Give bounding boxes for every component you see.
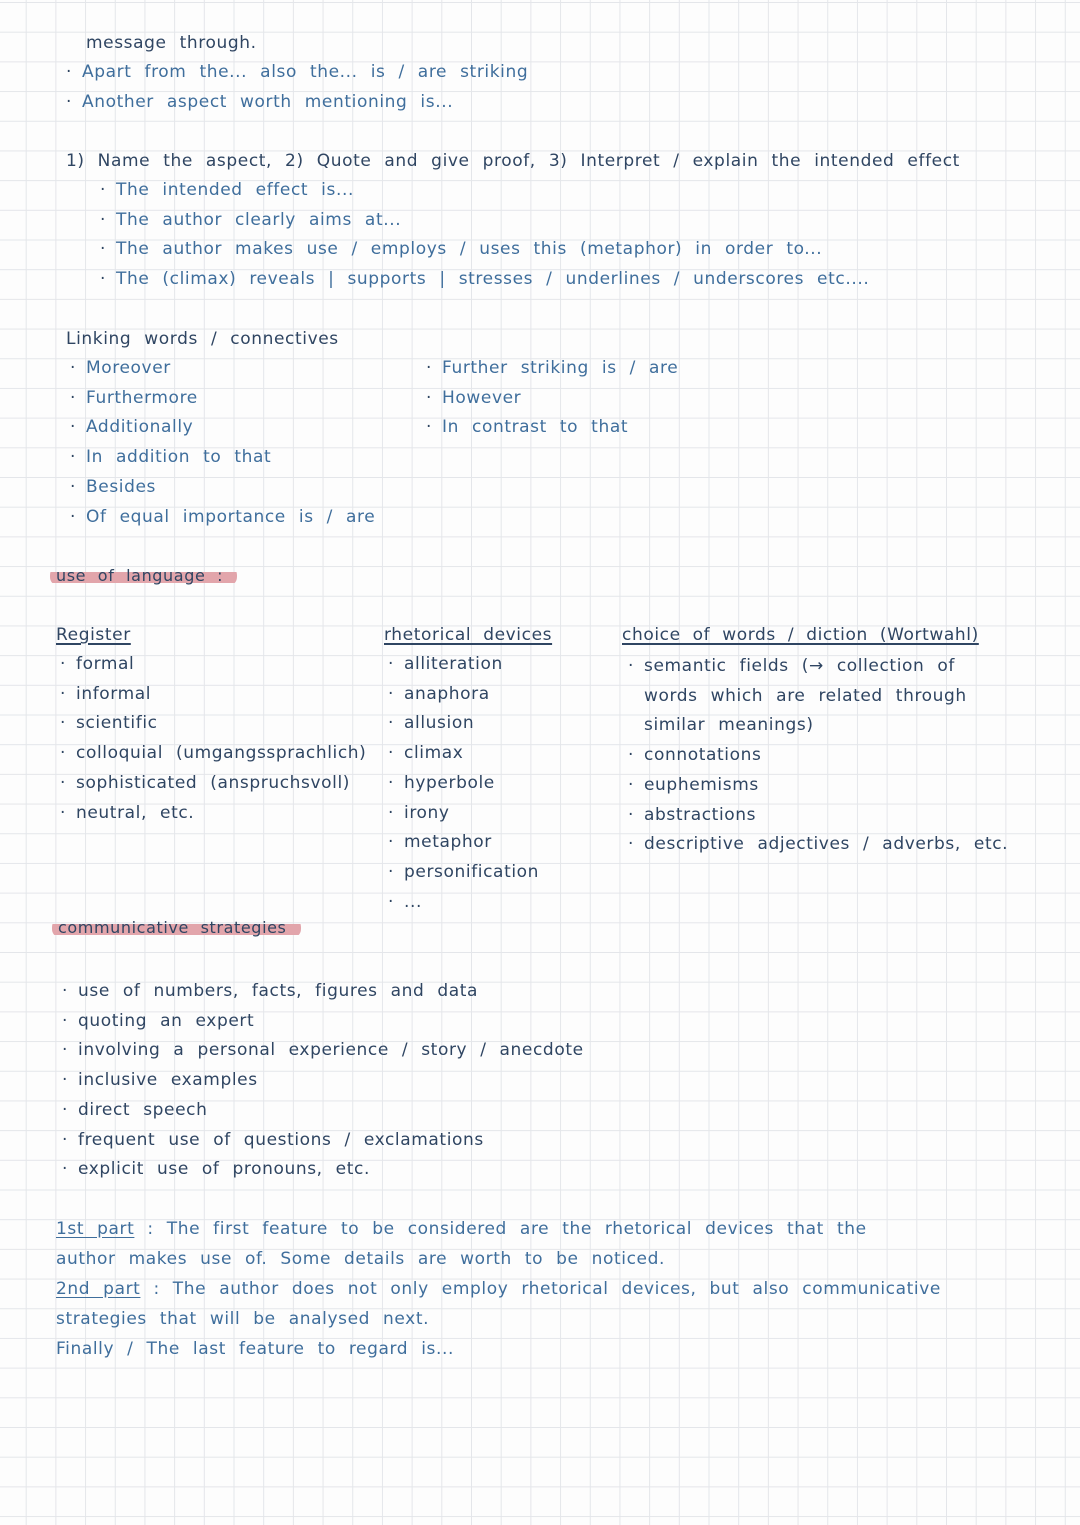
- list-item: · personification: [388, 858, 539, 888]
- choice-line: · semantic fields (→ collection of: [644, 656, 955, 676]
- list-item: · quoting an expert: [62, 1007, 584, 1037]
- choice-of-words-title: choice of words / diction (Wortwahl): [622, 625, 979, 645]
- intro-line: message through.: [86, 33, 257, 53]
- list-item: · metaphor: [388, 828, 539, 858]
- choice-of-words-list: [628, 652, 1008, 860]
- list-item: · The author makes use / employs / uses this (metaphor) in order to...: [100, 235, 869, 265]
- list-item: · sophisticated (anspruchsvoll): [60, 769, 366, 799]
- communicative-strategies-list: [62, 977, 584, 1185]
- linking-list-left: [70, 354, 375, 532]
- list-item: · In addition to that: [70, 443, 375, 473]
- part1-line1: [56, 1218, 867, 1240]
- list-item: · frequent use of questions / exclamations: [62, 1126, 584, 1156]
- steps-header: 1) Name the aspect, 2) Quote and give proof, 3) Interpret / explain the intended effect: [66, 151, 960, 171]
- list-item: · climax: [388, 739, 539, 769]
- list-item: · hyperbole: [388, 769, 539, 799]
- list-item: · However: [426, 384, 678, 414]
- list-item: · Of equal importance is / are: [70, 503, 375, 533]
- register-title: Register: [56, 625, 131, 645]
- list-item: · Apart from the... also the... is / are striking: [66, 58, 528, 88]
- list-item: · Additionally: [70, 413, 375, 443]
- list-item: · The (climax) reveals | supports | stresses / underlines / underscores etc....: [100, 265, 869, 295]
- part2-line2: strategies that will be analysed next.: [56, 1309, 430, 1329]
- choice-line: words which are related through: [644, 685, 967, 706]
- list-item: · Besides: [70, 473, 375, 503]
- linking-list-right: [426, 354, 678, 443]
- list-item: · Further striking is / are: [426, 354, 678, 384]
- list-item: · euphemisms: [628, 771, 1008, 801]
- steps-list: [100, 176, 869, 295]
- list-item: [628, 652, 1008, 741]
- list-item: · ...: [388, 888, 539, 918]
- list-item: · colloquial (umgangssprachlich): [60, 739, 366, 769]
- use-of-language-heading: use of language :: [50, 566, 237, 586]
- list-item: · The author clearly aims at...: [100, 206, 869, 236]
- list-item: · informal: [60, 680, 366, 710]
- list-item: · involving a personal experience / story / anecdote: [62, 1036, 584, 1066]
- list-item: · irony: [388, 799, 539, 829]
- part2-text: : The author does not only employ rhetorical devices, but also communicative: [153, 1279, 941, 1299]
- linking-title: Linking words / connectives: [66, 329, 339, 349]
- rhetorical-devices-list: [388, 650, 539, 917]
- list-item: · connotations: [628, 741, 1008, 771]
- part1-text: : The first feature to be considered are the rhetorical devices that the: [147, 1219, 867, 1239]
- list-item: · alliteration: [388, 650, 539, 680]
- register-list: [60, 650, 366, 828]
- list-item: · direct speech: [62, 1096, 584, 1126]
- list-item: · Another aspect worth mentioning is...: [66, 88, 528, 118]
- intro-list: [66, 58, 528, 117]
- part2-label: 2nd part: [56, 1279, 141, 1299]
- rhetorical-devices-title: rhetorical devices: [384, 625, 553, 645]
- list-item: · descriptive adjectives / adverbs, etc.: [628, 830, 1008, 860]
- list-item: · scientific: [60, 709, 366, 739]
- communicative-strategies-heading: communicative strategies: [52, 918, 301, 938]
- list-item: · inclusive examples: [62, 1066, 584, 1096]
- list-item: · In contrast to that: [426, 413, 678, 443]
- list-item: · formal: [60, 650, 366, 680]
- list-item: · neutral, etc.: [60, 799, 366, 829]
- list-item: · Furthermore: [70, 384, 375, 414]
- list-item: · explicit use of pronouns, etc.: [62, 1155, 584, 1185]
- choice-line: similar meanings): [644, 715, 814, 736]
- list-item: · Moreover: [70, 354, 375, 384]
- list-item: · The intended effect is...: [100, 176, 869, 206]
- part1-label: 1st part: [56, 1219, 135, 1239]
- part1-line2: author makes use of. Some details are worth to be noticed.: [56, 1249, 665, 1269]
- list-item: · abstractions: [628, 801, 1008, 831]
- list-item: · anaphora: [388, 680, 539, 710]
- part3-line: Finally / The last feature to regard is...: [56, 1339, 454, 1359]
- list-item: · use of numbers, facts, figures and data: [62, 977, 584, 1007]
- list-item: · allusion: [388, 709, 539, 739]
- part2-line1: [56, 1278, 941, 1300]
